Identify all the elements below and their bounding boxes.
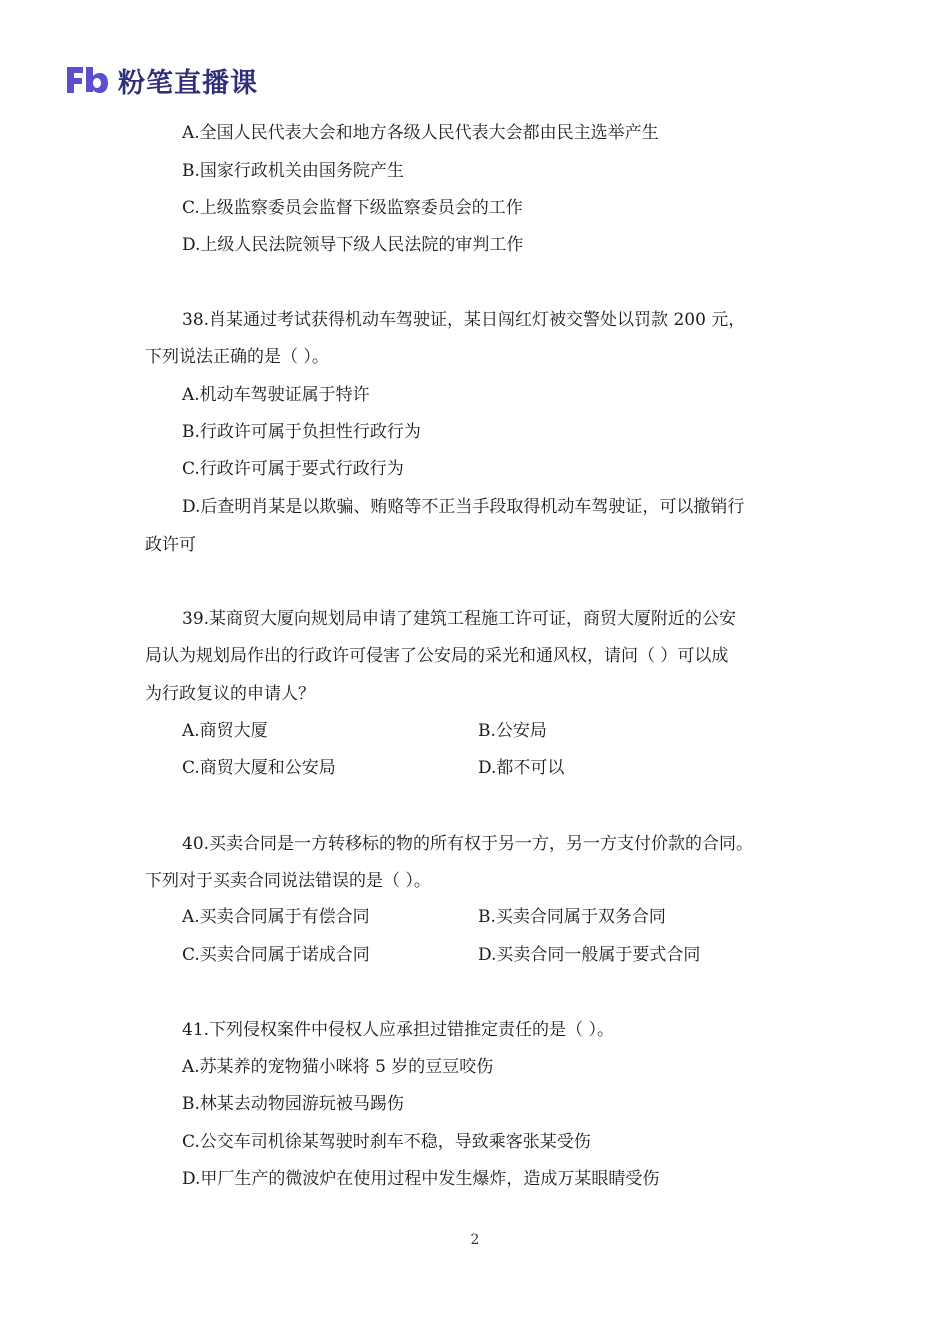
page-number: 2 [470, 1232, 480, 1248]
q37-option-b: B.国家行政机关由国务院产生 [182, 161, 404, 181]
q41-option-b: B.林某去动物园游玩被马踢伤 [182, 1094, 404, 1114]
q38-option-d-cont: 政许可 [145, 535, 196, 555]
q38-option-a: A.机动车驾驶证属于特许 [182, 385, 370, 405]
q41-option-a: A.苏某养的宠物猫小咪将 5 岁的豆豆咬伤 [182, 1057, 494, 1077]
q38-stem-line1: 38.肖某通过考试获得机动车驾驶证，某日闯红灯被交警处以罚款 200 元， [182, 310, 746, 330]
q40-stem-line2: 下列对于买卖合同说法错误的是（ ）。 [145, 871, 431, 891]
q38-stem-line2: 下列说法正确的是（ ）。 [145, 347, 329, 367]
q39-stem-line2: 局认为规划局作出的行政许可侵害了公安局的采光和通风权，请问（ ）可以成 [145, 646, 729, 666]
q38-option-d: D.后查明肖某是以欺骗、贿赂等不正当手段取得机动车驾驶证，可以撤销行 [182, 497, 745, 517]
q38-option-b: B.行政许可属于负担性行政行为 [182, 422, 421, 442]
q40-option-c: C.买卖合同属于诺成合同 [182, 945, 370, 965]
brand-logo [64, 58, 258, 102]
q40-option-d: D.买卖合同一般属于要式合同 [478, 945, 701, 965]
q41-option-c: C.公交车司机徐某驾驶时刹车不稳，导致乘客张某受伤 [182, 1132, 591, 1152]
q37-option-d: D.上级人民法院领导下级人民法院的审判工作 [182, 235, 524, 255]
q41-stem-line1: 41.下列侵权案件中侵权人应承担过错推定责任的是（ ）。 [182, 1020, 614, 1040]
logo-text: 粉笔直播课 [118, 67, 258, 99]
q39-option-b: B.公安局 [478, 721, 547, 741]
q39-stem-line3: 为行政复议的申请人？ [145, 684, 315, 704]
q39-stem-line1: 39.某商贸大厦向规划局申请了建筑工程施工许可证，商贸大厦附近的公安 [182, 609, 737, 629]
q40-stem-line1: 40.买卖合同是一方转移标的物的所有权于另一方，另一方支付价款的合同。 [182, 834, 754, 854]
q41-option-d: D.甲厂生产的微波炉在使用过程中发生爆炸，造成万某眼睛受伤 [182, 1169, 660, 1189]
q39-option-d: D.都不可以 [478, 758, 565, 778]
q39-option-a: A.商贸大厦 [182, 721, 268, 741]
fb-logo-icon [64, 63, 110, 97]
q37-option-c: C.上级监察委员会监督下级监察委员会的工作 [182, 198, 523, 218]
q40-option-b: B.买卖合同属于双务合同 [478, 907, 666, 927]
q37-option-a: A.全国人民代表大会和地方各级人民代表大会都由民主选举产生 [182, 123, 659, 143]
q38-option-c: C.行政许可属于要式行政行为 [182, 459, 404, 479]
q40-option-a: A.买卖合同属于有偿合同 [182, 907, 370, 927]
q39-option-c: C.商贸大厦和公安局 [182, 758, 336, 778]
